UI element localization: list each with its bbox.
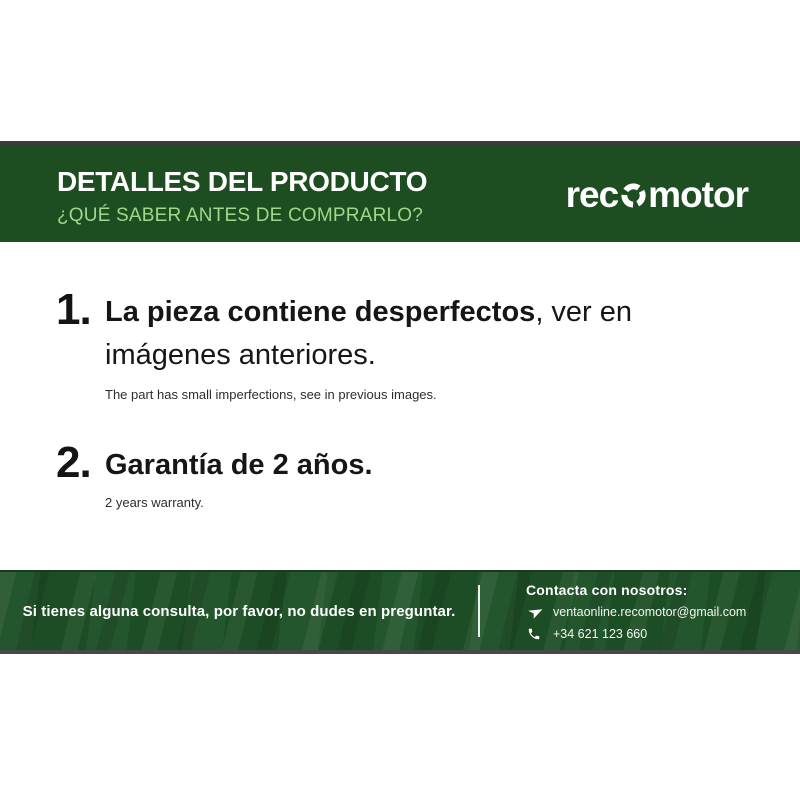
item-1-text-regular-1: , ver en — [535, 296, 633, 328]
page-title: DETALLES DEL PRODUCTO — [57, 165, 428, 197]
page-subtitle: ¿QUÉ SABER ANTES DE COMPRARLO? — [57, 204, 424, 226]
logo-text-suffix: motor — [648, 174, 748, 215]
contact-phone: +34 621 123 660 — [553, 626, 648, 641]
item-1-text-bold: La pieza contiene desperfectos — [105, 296, 536, 328]
phone-icon — [526, 627, 542, 641]
item-2-number: 2. — [56, 438, 91, 487]
item-2-text — [105, 444, 373, 487]
contact-phone-row — [526, 627, 746, 641]
logo-text-prefix: rec — [565, 174, 619, 215]
recycle-o-icon — [620, 176, 647, 218]
item-1-body — [105, 288, 632, 402]
header-titles — [57, 166, 427, 227]
item-2-body — [105, 441, 373, 510]
footer-left — [0, 603, 478, 620]
footer-band — [0, 570, 800, 654]
send-icon — [526, 605, 542, 620]
item-1-translation: The part has small imperfections, see in previous images. — [105, 386, 437, 402]
contact-email: ventaonline.recomotor@gmail.com — [553, 605, 747, 619]
recomotor-logo — [566, 172, 748, 218]
item-2-translation: 2 years warranty. — [105, 494, 204, 510]
item-2-text-bold: Garantía de 2 años. — [105, 449, 373, 481]
header-band — [0, 141, 800, 242]
item-1-text-regular-2: imágenes anteriores. — [105, 338, 376, 371]
product-note-1 — [56, 285, 633, 402]
item-1-text — [105, 291, 632, 377]
contact-block — [480, 582, 746, 641]
contact-heading: Contacta con nosotros: — [526, 581, 688, 598]
product-note-2 — [56, 438, 373, 510]
footer-message: Si tienes alguna consulta, por favor, no dudes en preguntar. — [22, 602, 456, 620]
item-1-number: 1. — [56, 285, 91, 334]
contact-email-row — [526, 605, 746, 620]
